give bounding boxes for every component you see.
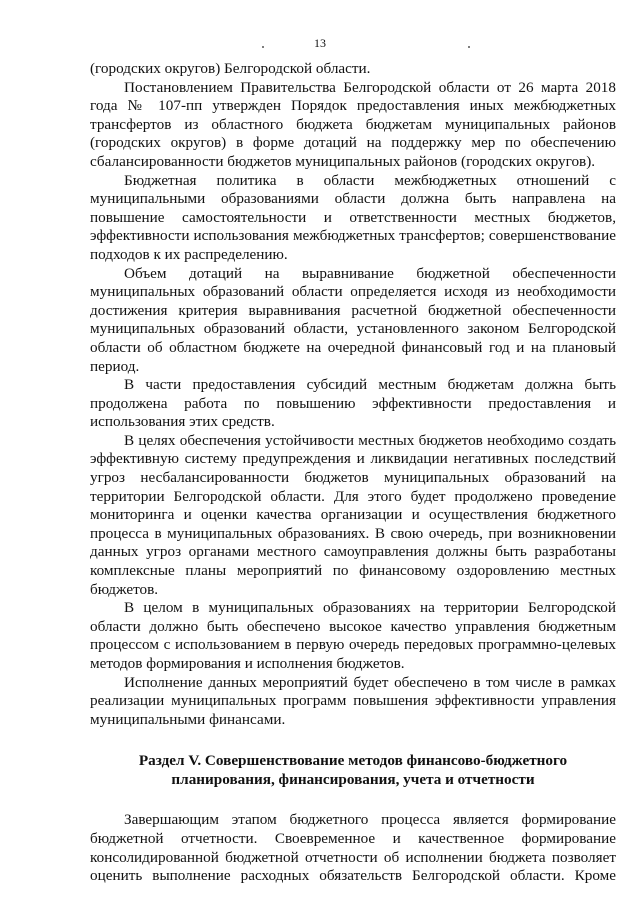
paragraph: Исполнение данных мероприятий будет обеспечено в том числе в рамках реализации муниципальных программ повышения эффективности управления муниципальными финансами. <box>90 673 616 728</box>
paragraph: (городских округов) Белгородской области. <box>90 60 371 77</box>
scan-speck <box>468 46 470 48</box>
section-heading <box>90 751 616 789</box>
paragraph: Бюджетная политика в области межбюджетных отношений с муниципальными образованиями области должна быть направлена на повышение самостоятельности и ответственности местных бюджетов, эффективности использования межбюджетных трансфертов; совершенствование подходов к их распределению. <box>90 171 616 263</box>
section-heading-line: Раздел V. Совершенствование методов финансово-бюджетного <box>138 752 568 770</box>
paragraph: Объем дотаций на выравнивание бюджетной обеспеченности муниципальных образований области определяется исходя из необходимости достижения критерия выравнивания расчетной бюджетной обеспеченности муниципальных образований области, установленного законом Белгородской области об областном бюджете на очередной финансовый год и на плановый период. <box>90 264 616 375</box>
paragraph: Постановлением Правительства Белгородской области от 26 марта 2018 года № 107-пп утвержден Порядок предоставления иных межбюджетных трансфертов из областного бюджета бюджетам муниципальных районов (городских округов) в форме дотаций на поддержку мер по обеспечению сбалансированности бюджетов муниципальных районов (городских округов). <box>90 78 616 170</box>
document-body <box>90 60 616 886</box>
scan-speck <box>262 46 264 48</box>
paragraph: Завершающим этапом бюджетного процесса является формирование бюджетной отчетности. Своевременное и качественное формирование консолидированной бюджетной отчетности об исполнении бюджета позволяет оценить выполнение расходных обязательств Белгородской области. Кроме <box>90 811 616 885</box>
page-number: 13 <box>314 36 326 50</box>
paragraph: В целях обеспечения устойчивости местных бюджетов необходимо создать эффективную систему предупреждения и ликвидации негативных последствий угроз несбалансированности бюджетов муниципальных образований на территории Белгородской области. Для этого будет продолжено проведение мониторинга и оценки качества организации и осуществления бюджетного процесса в муниципальных образованиях. В свою очередь, при возникновении данных угроз органами местного самоуправления должны быть разработаны комплексные планы мероприятий по финансовому оздоровлению местных бюджетов. <box>90 431 616 598</box>
section-heading-line: планирования, финансирования, учета и отчетности <box>171 771 535 789</box>
paragraph: В части предоставления субсидий местным бюджетам должна быть продолжена работа по повышению эффективности предоставления и использования этих средств. <box>90 376 616 431</box>
paragraph: В целом в муниципальных образованиях на территории Белгородской области должно быть обеспечено высокое качество управления бюджетным процессом с использованием в первую очередь передовых программно-целевых методов формирования и исполнения бюджетов. <box>90 599 616 672</box>
